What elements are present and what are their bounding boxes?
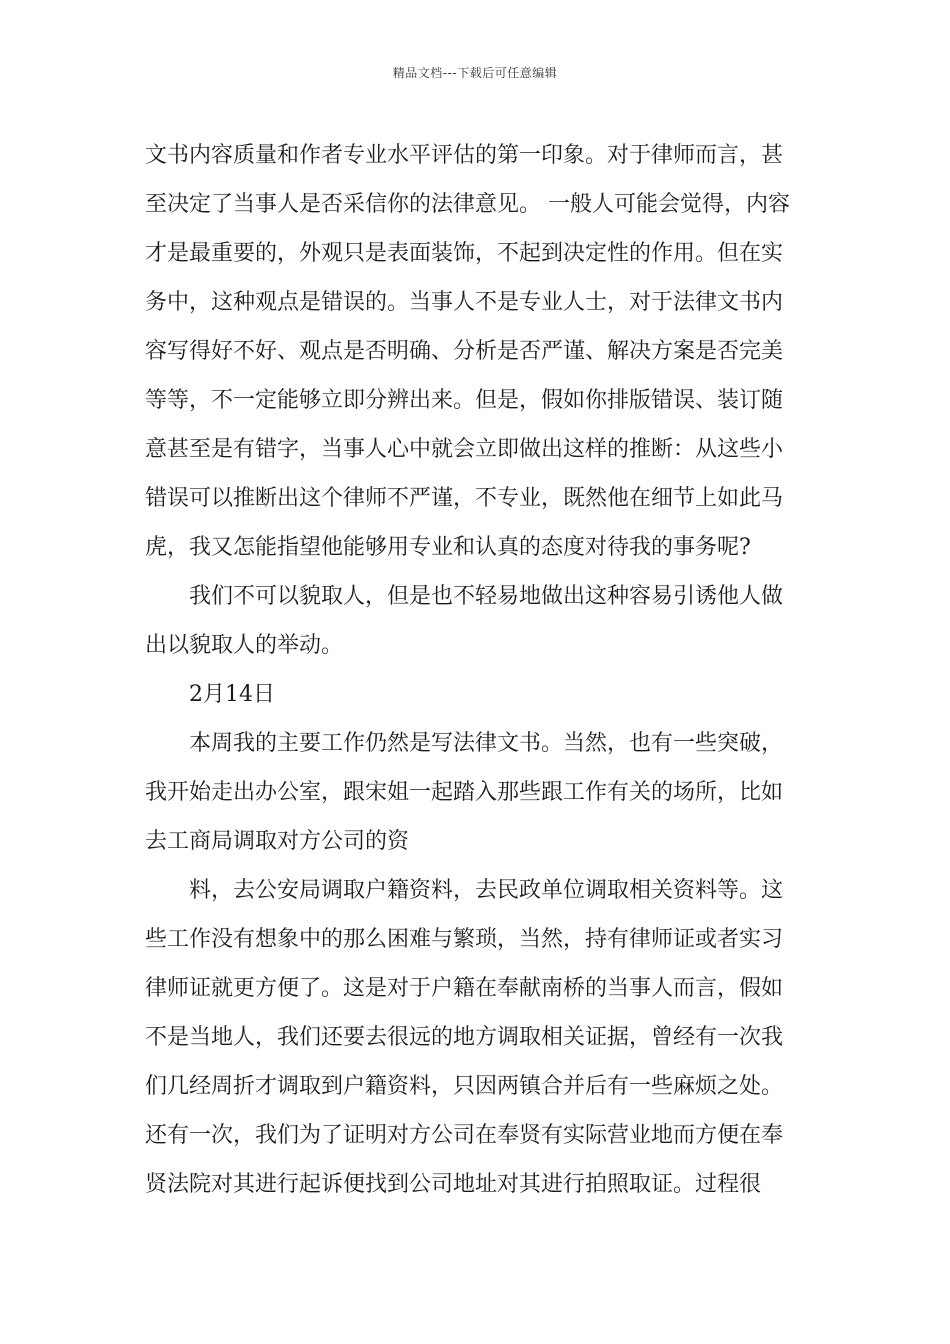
text-line: 不是当地人，我们还要去很远的地方调取相关证据，曾经有一次我 [145,1025,784,1050]
date-line: 2月14日 [189,682,275,707]
text-line: 还有一次，我们为了证明对方公司在奉贤有实际营业地而方便在奉 [145,1123,784,1148]
paragraph [145,572,810,670]
text-line: 等等，不一定能够立即分辨出来。但是，假如你排版错误、装订随 [145,388,784,413]
text-line: 贤法院对其进行起诉便找到公司地址对其进行拍照取证。过程很 [145,1172,762,1197]
text-line: 错误可以推断出这个律师不严谨，不专业，既然他在细节上如此马 [145,486,784,511]
paragraph [145,131,810,572]
text-line: 们几经周折才调取到户籍资料，只因两镇合并后有一些麻烦之处。 [145,1074,784,1099]
text-line: 料，去公安局调取户籍资料，去民政单位调取相关资料等。这 [189,878,784,903]
paragraph [145,866,810,1209]
text-line: 出以貌取人的举动。 [145,633,344,658]
text-line: 我开始走出办公室，跟宋姐一起踏入那些跟工作有关的场所，比如 [145,780,784,805]
page-header: 精品文档---下载后可任意编辑 [392,66,558,80]
text-line: 务中，这种观点是错误的。当事人不是专业人士，对于法律文书内 [145,290,784,315]
text-line: 虎，我又怎能指望他能够用专业和认真的态度对待我的事务呢? [145,535,751,560]
date-heading [145,670,810,719]
text-line: 些工作没有想象中的那么困难与繁琐，当然，持有律师证或者实习 [145,927,784,952]
paragraph [145,719,810,866]
text-line: 我们不可以貌取人，但是也不轻易地做出这种容易引诱他人做 [189,584,784,609]
text-line: 意甚至是有错字，当事人心中就会立即做出这样的推断：从这些小 [145,437,784,462]
text-line: 本周我的主要工作仍然是写法律文书。当然，也有一些突破， [189,731,784,756]
text-line: 至决定了当事人是否采信你的法律意见。 一般人可能会觉得，内容 [145,192,790,217]
text-line: 容写得好不好、观点是否明确、分析是否严谨、解决方案是否完美 [145,339,784,364]
text-line: 去工商局调取对方公司的资 [145,829,410,854]
text-line: 文书内容质量和作者专业水平评估的第一印象。对于律师而言，甚 [145,143,784,168]
text-line: 才是最重要的，外观只是表面装饰，不起到决定性的作用。但在实 [145,241,784,266]
document-body [145,131,810,1209]
text-line: 律师证就更方便了。这是对于户籍在奉献南桥的当事人而言，假如 [145,976,784,1001]
